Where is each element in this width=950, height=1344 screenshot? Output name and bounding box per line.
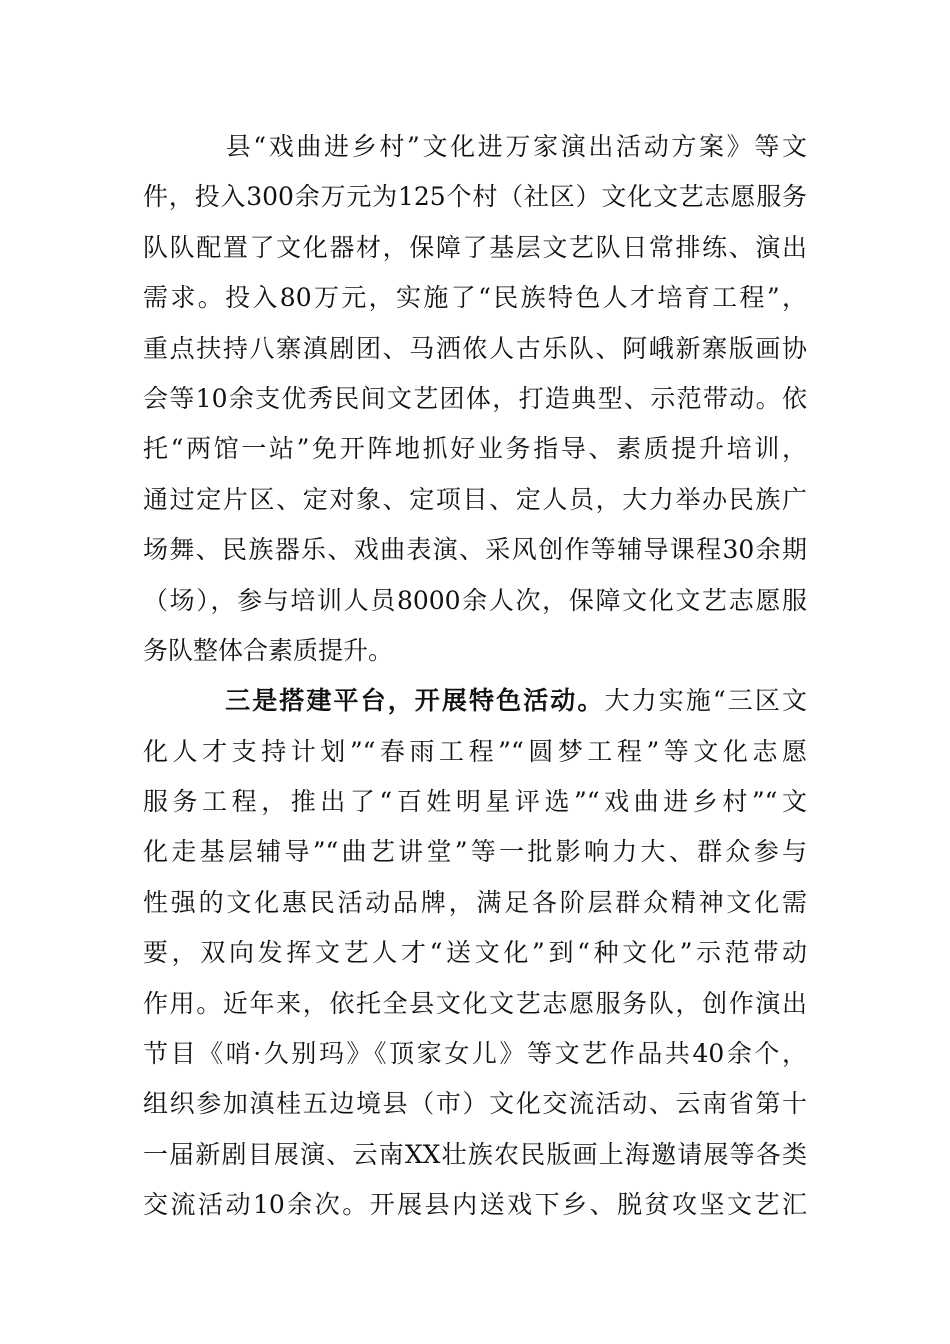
paragraph-2-line-5: 性强的文化惠民活动品牌，满足各阶层群众精神文化需 [143, 887, 807, 917]
paragraph-1-line-1 [143, 122, 807, 172]
paragraph-2-line-7: 作用。近年来，依托全县文化文艺志愿服务队，创作演出 [143, 988, 807, 1018]
section-heading: 三是搭建平台，开展特色活动。 [223, 686, 605, 716]
paragraph-1-line-3: 队队配置了文化器材，保障了基层文艺队日常排练、演出 [143, 232, 807, 262]
paragraph-1-line-4: 需求。投入80万元，实施了“民族特色人才培育工程”， [143, 283, 807, 313]
paragraph-1-line-10: （场），参与培训人员8000余人次，保障文化文艺志愿服 [143, 585, 807, 615]
paragraph-2-line-3: 服务工程，推出了“百姓明星评选”“戏曲进乡村”“文 [143, 787, 807, 817]
paragraph-2-line-8: 节目《哨·久别玛》《顶家女儿》等文艺作品共40余个， [143, 1039, 807, 1069]
paragraph-2-line-1 [143, 676, 807, 726]
paragraph-2-line-6: 要，双向发挥文艺人才“送文化”到“种文化”示范带动 [143, 938, 807, 968]
paragraph-1-line-5: 重点扶持八寨滇剧团、马洒侬人古乐队、阿峨新寨版画协 [143, 333, 807, 363]
paragraph-1-line-11: 务队整体合素质提升。 [143, 635, 394, 665]
paragraph-1-line-2: 件，投入300余万元为125个村（社区）文化文艺志愿服务 [143, 182, 807, 212]
paragraph-2-line-11: 交流活动10余次。开展县内送戏下乡、脱贫攻坚文艺汇 [143, 1190, 807, 1220]
paragraph-2-line-10: 一届新剧目展演、云南XX壮族农民版画上海邀请展等各类 [143, 1139, 807, 1169]
paragraph-1-line-7: 托“两馆一站”免开阵地抓好业务指导、素质提升培训， [143, 434, 807, 464]
paragraph-1-line-9: 场舞、民族器乐、戏曲表演、采风创作等辅导课程30余期 [143, 535, 807, 565]
line-text: 大力实施“三区文 [604, 686, 807, 716]
paragraph-2-line-9: 组织参加滇桂五边境县（市）文化交流活动、云南省第十 [143, 1089, 807, 1119]
document-body [143, 122, 807, 1231]
paragraph-1-line-8: 通过定片区、定对象、定项目、定人员，大力举办民族广 [143, 484, 807, 514]
paragraph-2-line-4: 化走基层辅导”“曲艺讲堂”等一批影响力大、群众参与 [143, 837, 807, 867]
paragraph-2-line-2: 化人才支持计划”“春雨工程”“圆梦工程”等文化志愿 [143, 736, 807, 766]
paragraph-1-line-6: 会等10余支优秀民间文艺团体，打造典型、示范带动。依 [143, 383, 807, 413]
line-text: 县“戏曲进乡村”文化进万家演出活动方案》等文 [223, 132, 807, 161]
